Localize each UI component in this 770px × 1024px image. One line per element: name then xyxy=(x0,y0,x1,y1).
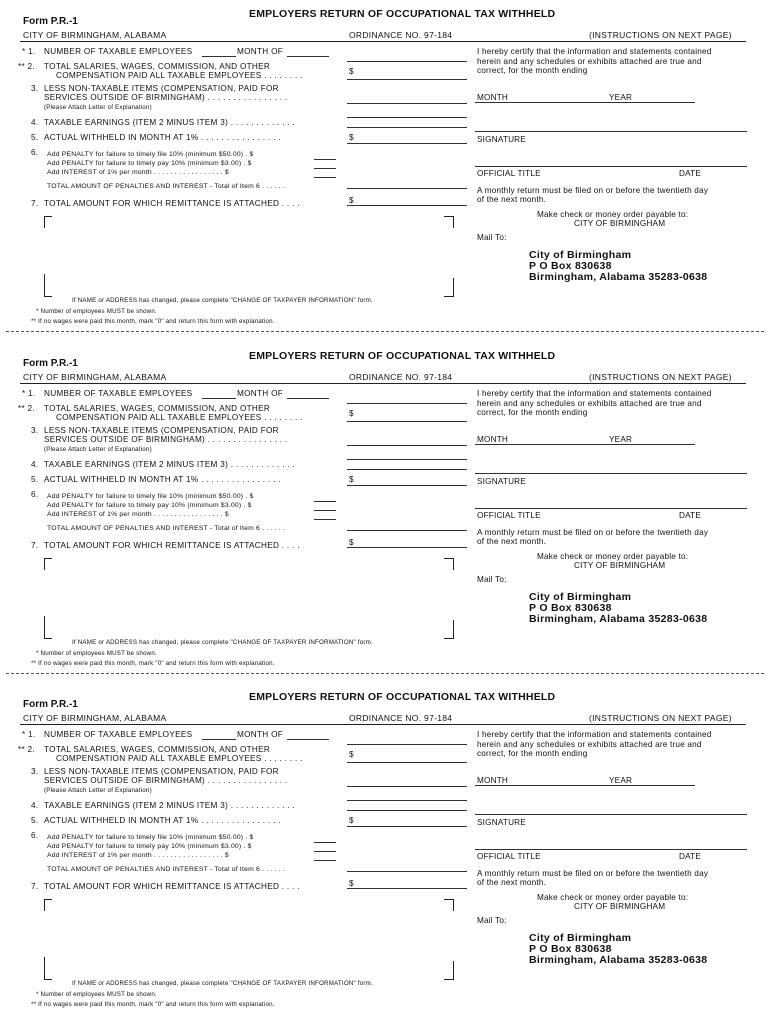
signature-label: SIGNATURE xyxy=(477,477,526,486)
line2-label-a: TOTAL SALARIES, WAGES, COMMISSION, AND OTHER xyxy=(44,745,271,754)
official-title-field[interactable] xyxy=(475,849,747,850)
salaries-dollar: $ xyxy=(349,409,354,418)
withheld-amount-field[interactable] xyxy=(347,826,467,827)
footnote-no-wages: ** If no wages were paid this month, mark "0" and return this form with explanation. xyxy=(31,318,275,325)
line4-label: TAXABLE EARNINGS (ITEM 2 MINUS ITEM 3) . . . . . . . . . . . . . xyxy=(44,460,296,469)
line7-label: TOTAL AMOUNT FOR WHICH REMITTANCE IS ATTACHED . . . . xyxy=(44,199,300,208)
certify-text-1: I hereby certify that the information and statements contained xyxy=(477,730,712,739)
form-title: EMPLOYERS RETURN OF OCCUPATIONAL TAX WITHHELD xyxy=(249,350,556,362)
salaries-amount-field[interactable] xyxy=(347,762,467,763)
line3-marker: 3. xyxy=(31,767,39,776)
cut-line xyxy=(6,673,764,674)
address-corner xyxy=(444,558,453,559)
line5-label: ACTUAL WITHHELD IN MONTH AT 1% . . . . . . . . . . . . . . . . xyxy=(44,133,281,142)
amount-rule xyxy=(347,403,467,404)
line4-marker: 4. xyxy=(31,118,39,127)
month-label: MONTH xyxy=(477,435,509,444)
line2-label-b: COMPENSATION PAID ALL TAXABLE EMPLOYEES . . . . . . . . xyxy=(56,754,303,763)
amount-rule xyxy=(347,744,467,745)
line3-marker: 3. xyxy=(31,426,39,435)
interest-field[interactable] xyxy=(314,860,336,861)
name-change-note: If NAME or ADDRESS has changed, please complete "CHANGE OF TAXPAYER INFORMATION" form. xyxy=(72,297,373,304)
line3-label-b: SERVICES OUTSIDE OF BIRMINGHAM) . . . . . . . . . . . . . . . . xyxy=(44,435,288,444)
mail-address-line-3: Birmingham, Alabama 35283-0638 xyxy=(529,271,708,283)
ordinance-label: ORDINANCE NO. 97-184 xyxy=(349,30,453,40)
address-corner xyxy=(444,979,454,980)
penalty-file-label: Add PENALTY for failure to timely file 10% (minimum $50.00) . $ xyxy=(47,151,254,158)
monthly-note-1: A monthly return must be filed on or before the twentieth day xyxy=(477,186,709,195)
header-rule xyxy=(20,383,746,384)
line3-label-b: SERVICES OUTSIDE OF BIRMINGHAM) . . . . . . . . . . . . . . . . xyxy=(44,93,288,102)
form-number: Form P.R.-1 xyxy=(23,699,78,710)
mail-to-label: Mail To: xyxy=(477,233,507,242)
penalty-file-field[interactable] xyxy=(314,501,336,502)
mail-address-line-3: Birmingham, Alabama 35283-0638 xyxy=(529,954,708,966)
line1-label: NUMBER OF TAXABLE EMPLOYEES xyxy=(44,47,193,56)
penalties-total-field[interactable] xyxy=(347,188,467,189)
address-corner xyxy=(44,274,45,296)
tax-return-form xyxy=(0,0,770,336)
certify-text-3: correct, for the month ending xyxy=(477,408,588,417)
line2-label-a: TOTAL SALARIES, WAGES, COMMISSION, AND OTHER xyxy=(44,404,271,413)
remittance-amount-field[interactable] xyxy=(347,888,467,889)
line2-marker: ** 2. xyxy=(18,404,35,413)
withheld-dollar: $ xyxy=(349,816,354,825)
form-number: Form P.R.-1 xyxy=(23,16,78,27)
withheld-dollar: $ xyxy=(349,133,354,142)
address-corner xyxy=(453,961,454,979)
line5-label: ACTUAL WITHHELD IN MONTH AT 1% . . . . . . . . . . . . . . . . xyxy=(44,816,281,825)
tax-return-form xyxy=(0,342,770,678)
non-taxable-amount-field[interactable] xyxy=(347,786,467,787)
mail-to-label: Mail To: xyxy=(477,916,507,925)
line2-marker: ** 2. xyxy=(18,62,35,71)
instructions-note: (INSTRUCTIONS ON NEXT PAGE) xyxy=(589,713,732,723)
certify-text-2: herein and any schedules or exhibits attached are true and xyxy=(477,740,702,749)
form-number: Form P.R.-1 xyxy=(23,358,78,369)
month-of-field[interactable] xyxy=(287,739,329,740)
remittance-dollar: $ xyxy=(349,538,354,547)
date-label: DATE xyxy=(679,169,702,178)
withheld-dollar: $ xyxy=(349,475,354,484)
penalties-total-label: TOTAL AMOUNT OF PENALTIES AND INTEREST - Total of Item 6 . . . . . . xyxy=(47,183,286,190)
mail-address-line-2: P O Box 830638 xyxy=(529,260,612,272)
address-corner xyxy=(44,899,52,900)
month-year-field[interactable] xyxy=(475,444,695,445)
name-change-note: If NAME or ADDRESS has changed, please complete "CHANGE OF TAXPAYER INFORMATION" form. xyxy=(72,639,373,646)
line2-label-b: COMPENSATION PAID ALL TAXABLE EMPLOYEES . . . . . . . . xyxy=(56,413,303,422)
amount-rule xyxy=(347,459,467,460)
line5-marker: 5. xyxy=(31,133,39,142)
mail-to-label: Mail To: xyxy=(477,575,507,584)
instructions-note: (INSTRUCTIONS ON NEXT PAGE) xyxy=(589,30,732,40)
footnote-employees: * Number of employees MUST be shown. xyxy=(36,650,157,657)
mail-address-line-1: City of Birmingham xyxy=(529,932,632,944)
payable-note: Make check or money order payable to: xyxy=(537,210,689,219)
line3-label-a: LESS NON-TAXABLE ITEMS (COMPENSATION, PAID FOR xyxy=(44,426,279,435)
line3-note: (Please Attach Letter of Explanation) xyxy=(44,104,152,111)
mail-address-line-3: Birmingham, Alabama 35283-0638 xyxy=(529,613,708,625)
line2-label-b: COMPENSATION PAID ALL TAXABLE EMPLOYEES . . . . . . . . xyxy=(56,71,303,80)
salaries-dollar: $ xyxy=(349,750,354,759)
address-corner xyxy=(44,899,45,911)
address-corner xyxy=(444,296,454,297)
address-corner xyxy=(44,558,52,559)
city-label: CITY OF BIRMINGHAM, ALABAMA xyxy=(23,30,167,40)
taxable-earnings-field[interactable] xyxy=(347,127,467,128)
address-corner xyxy=(453,899,454,911)
penalties-total-label: TOTAL AMOUNT OF PENALTIES AND INTEREST - Total of Item 6 . . . . . . xyxy=(47,866,286,873)
monthly-note-2: of the next month. xyxy=(477,878,547,887)
amount-rule xyxy=(347,800,467,801)
line3-marker: 3. xyxy=(31,84,39,93)
month-of-field[interactable] xyxy=(287,56,329,57)
penalties-total-label: TOTAL AMOUNT OF PENALTIES AND INTEREST - Total of Item 6 . . . . . . xyxy=(47,525,286,532)
line2-label-a: TOTAL SALARIES, WAGES, COMMISSION, AND OTHER xyxy=(44,62,271,71)
salaries-amount-field[interactable] xyxy=(347,421,467,422)
monthly-note-2: of the next month. xyxy=(477,537,547,546)
certify-text-1: I hereby certify that the information and statements contained xyxy=(477,47,712,56)
penalty-file-label: Add PENALTY for failure to timely file 10% (minimum $50.00) . $ xyxy=(47,834,254,841)
penalty-pay-label: Add PENALTY for failure to timely pay 10% (minimum $3.00) . $ xyxy=(47,160,252,167)
penalty-file-field[interactable] xyxy=(314,842,336,843)
monthly-note-2: of the next month. xyxy=(477,195,547,204)
penalty-file-label: Add PENALTY for failure to timely file 10% (minimum $50.00) . $ xyxy=(47,493,254,500)
monthly-note-1: A monthly return must be filed on or before the twentieth day xyxy=(477,869,709,878)
remittance-amount-field[interactable] xyxy=(347,547,467,548)
payable-note: Make check or money order payable to: xyxy=(537,893,689,902)
mail-address-line-2: P O Box 830638 xyxy=(529,943,612,955)
address-corner xyxy=(444,638,454,639)
certify-text-2: herein and any schedules or exhibits attached are true and xyxy=(477,399,702,408)
address-corner xyxy=(44,558,45,570)
header-rule xyxy=(20,724,746,725)
salaries-amount-field[interactable] xyxy=(347,79,467,80)
year-label: YEAR xyxy=(609,435,633,444)
monthly-note-1: A monthly return must be filed on or before the twentieth day xyxy=(477,528,709,537)
tax-return-form xyxy=(0,683,770,1019)
withheld-amount-field[interactable] xyxy=(347,485,467,486)
cut-line xyxy=(6,331,764,332)
signature-field[interactable] xyxy=(475,814,747,815)
city-label: CITY OF BIRMINGHAM, ALABAMA xyxy=(23,713,167,723)
date-label: DATE xyxy=(679,511,702,520)
official-title-field[interactable] xyxy=(475,166,747,167)
line5-label: ACTUAL WITHHELD IN MONTH AT 1% . . . . . . . . . . . . . . . . xyxy=(44,475,281,484)
employees-count-field[interactable] xyxy=(202,56,236,57)
footnote-no-wages: ** If no wages were paid this month, mark "0" and return this form with explanation. xyxy=(31,1001,275,1008)
line6-marker: 6. xyxy=(31,490,39,499)
mail-address-line-2: P O Box 830638 xyxy=(529,602,612,614)
withheld-amount-field[interactable] xyxy=(347,143,467,144)
address-corner xyxy=(44,616,45,638)
line3-note: (Please Attach Letter of Explanation) xyxy=(44,787,152,794)
employees-count-field[interactable] xyxy=(202,739,236,740)
certify-text-1: I hereby certify that the information and statements contained xyxy=(477,389,712,398)
date-label: DATE xyxy=(679,852,702,861)
line4-label: TAXABLE EARNINGS (ITEM 2 MINUS ITEM 3) . . . . . . . . . . . . . xyxy=(44,801,296,810)
certify-text-3: correct, for the month ending xyxy=(477,749,588,758)
taxable-earnings-field[interactable] xyxy=(347,810,467,811)
year-label: YEAR xyxy=(609,776,633,785)
address-corner xyxy=(44,979,52,980)
line3-label-a: LESS NON-TAXABLE ITEMS (COMPENSATION, PAID FOR xyxy=(44,767,279,776)
penalty-file-field[interactable] xyxy=(314,159,336,160)
taxable-earnings-field[interactable] xyxy=(347,469,467,470)
ordinance-label: ORDINANCE NO. 97-184 xyxy=(349,372,453,382)
address-corner xyxy=(44,216,52,217)
remittance-amount-field[interactable] xyxy=(347,205,467,206)
signature-label: SIGNATURE xyxy=(477,818,526,827)
footnote-employees: * Number of employees MUST be shown. xyxy=(36,991,157,998)
penalty-pay-field[interactable] xyxy=(314,851,336,852)
line6-marker: 6. xyxy=(31,148,39,157)
line4-marker: 4. xyxy=(31,460,39,469)
amount-rule xyxy=(347,117,467,118)
line7-marker: 7. xyxy=(31,199,39,208)
payable-to: CITY OF BIRMINGHAM xyxy=(574,902,666,911)
month-of-label: MONTH OF xyxy=(237,389,284,398)
mail-address-line-1: City of Birmingham xyxy=(529,249,632,261)
month-of-label: MONTH OF xyxy=(237,730,284,739)
address-corner xyxy=(444,899,453,900)
certify-text-3: correct, for the month ending xyxy=(477,66,588,75)
mail-address-line-1: City of Birmingham xyxy=(529,591,632,603)
address-corner xyxy=(453,278,454,296)
interest-label: Add INTEREST of 1% per month . . . . . . . . . . . . . . . . . $ xyxy=(47,852,229,859)
official-title-label: OFFICIAL TITLE xyxy=(477,852,541,861)
penalty-pay-field[interactable] xyxy=(314,168,336,169)
line1-label: NUMBER OF TAXABLE EMPLOYEES xyxy=(44,389,193,398)
form-title: EMPLOYERS RETURN OF OCCUPATIONAL TAX WITHHELD xyxy=(249,691,556,703)
year-label: YEAR xyxy=(609,93,633,102)
address-corner xyxy=(44,957,45,979)
interest-label: Add INTEREST of 1% per month . . . . . . . . . . . . . . . . . $ xyxy=(47,169,229,176)
line6-marker: 6. xyxy=(31,831,39,840)
payable-to: CITY OF BIRMINGHAM xyxy=(574,561,666,570)
month-label: MONTH xyxy=(477,93,509,102)
signature-field[interactable] xyxy=(475,473,747,474)
line3-label-a: LESS NON-TAXABLE ITEMS (COMPENSATION, PAID FOR xyxy=(44,84,279,93)
penalties-total-field[interactable] xyxy=(347,530,467,531)
official-title-field[interactable] xyxy=(475,508,747,509)
line7-marker: 7. xyxy=(31,541,39,550)
salaries-dollar: $ xyxy=(349,67,354,76)
penalty-pay-label: Add PENALTY for failure to timely pay 10% (minimum $3.00) . $ xyxy=(47,843,252,850)
instructions-note: (INSTRUCTIONS ON NEXT PAGE) xyxy=(589,372,732,382)
name-change-note: If NAME or ADDRESS has changed, please complete "CHANGE OF TAXPAYER INFORMATION" form. xyxy=(72,980,373,987)
line1-label: NUMBER OF TAXABLE EMPLOYEES xyxy=(44,730,193,739)
remittance-dollar: $ xyxy=(349,879,354,888)
penalty-pay-field[interactable] xyxy=(314,510,336,511)
city-label: CITY OF BIRMINGHAM, ALABAMA xyxy=(23,372,167,382)
line3-label-b: SERVICES OUTSIDE OF BIRMINGHAM) . . . . . . . . . . . . . . . . xyxy=(44,776,288,785)
month-label: MONTH xyxy=(477,776,509,785)
certify-text-2: herein and any schedules or exhibits attached are true and xyxy=(477,57,702,66)
address-corner xyxy=(444,216,453,217)
line1-marker: * 1. xyxy=(22,389,36,398)
payable-to: CITY OF BIRMINGHAM xyxy=(574,219,666,228)
employees-count-field[interactable] xyxy=(202,398,236,399)
address-corner xyxy=(44,638,52,639)
remittance-dollar: $ xyxy=(349,196,354,205)
signature-field[interactable] xyxy=(475,131,747,132)
ordinance-label: ORDINANCE NO. 97-184 xyxy=(349,713,453,723)
month-year-field[interactable] xyxy=(475,102,695,103)
penalties-total-field[interactable] xyxy=(347,871,467,872)
address-corner xyxy=(453,558,454,570)
non-taxable-amount-field[interactable] xyxy=(347,445,467,446)
official-title-label: OFFICIAL TITLE xyxy=(477,511,541,520)
line4-label: TAXABLE EARNINGS (ITEM 2 MINUS ITEM 3) . . . . . . . . . . . . . xyxy=(44,118,296,127)
line1-marker: * 1. xyxy=(22,47,36,56)
footnote-employees: * Number of employees MUST be shown. xyxy=(36,308,157,315)
line7-marker: 7. xyxy=(31,882,39,891)
line1-marker: * 1. xyxy=(22,730,36,739)
interest-label: Add INTEREST of 1% per month . . . . . . . . . . . . . . . . . $ xyxy=(47,511,229,518)
line5-marker: 5. xyxy=(31,816,39,825)
address-corner xyxy=(44,296,52,297)
header-rule xyxy=(20,41,746,42)
line2-marker: ** 2. xyxy=(18,745,35,754)
address-corner xyxy=(453,620,454,638)
non-taxable-amount-field[interactable] xyxy=(347,103,467,104)
month-year-field[interactable] xyxy=(475,785,695,786)
month-of-label: MONTH OF xyxy=(237,47,284,56)
line4-marker: 4. xyxy=(31,801,39,810)
footnote-no-wages: ** If no wages were paid this month, mark "0" and return this form with explanation. xyxy=(31,660,275,667)
address-corner xyxy=(44,216,45,228)
line7-label: TOTAL AMOUNT FOR WHICH REMITTANCE IS ATTACHED . . . . xyxy=(44,882,300,891)
official-title-label: OFFICIAL TITLE xyxy=(477,169,541,178)
penalty-pay-label: Add PENALTY for failure to timely pay 10% (minimum $3.00) . $ xyxy=(47,502,252,509)
signature-label: SIGNATURE xyxy=(477,135,526,144)
line5-marker: 5. xyxy=(31,475,39,484)
address-corner xyxy=(453,216,454,228)
payable-note: Make check or money order payable to: xyxy=(537,552,689,561)
line3-note: (Please Attach Letter of Explanation) xyxy=(44,446,152,453)
month-of-field[interactable] xyxy=(287,398,329,399)
line7-label: TOTAL AMOUNT FOR WHICH REMITTANCE IS ATTACHED . . . . xyxy=(44,541,300,550)
interest-field[interactable] xyxy=(314,177,336,178)
interest-field[interactable] xyxy=(314,519,336,520)
amount-rule xyxy=(347,61,467,62)
form-title: EMPLOYERS RETURN OF OCCUPATIONAL TAX WITHHELD xyxy=(249,8,556,20)
